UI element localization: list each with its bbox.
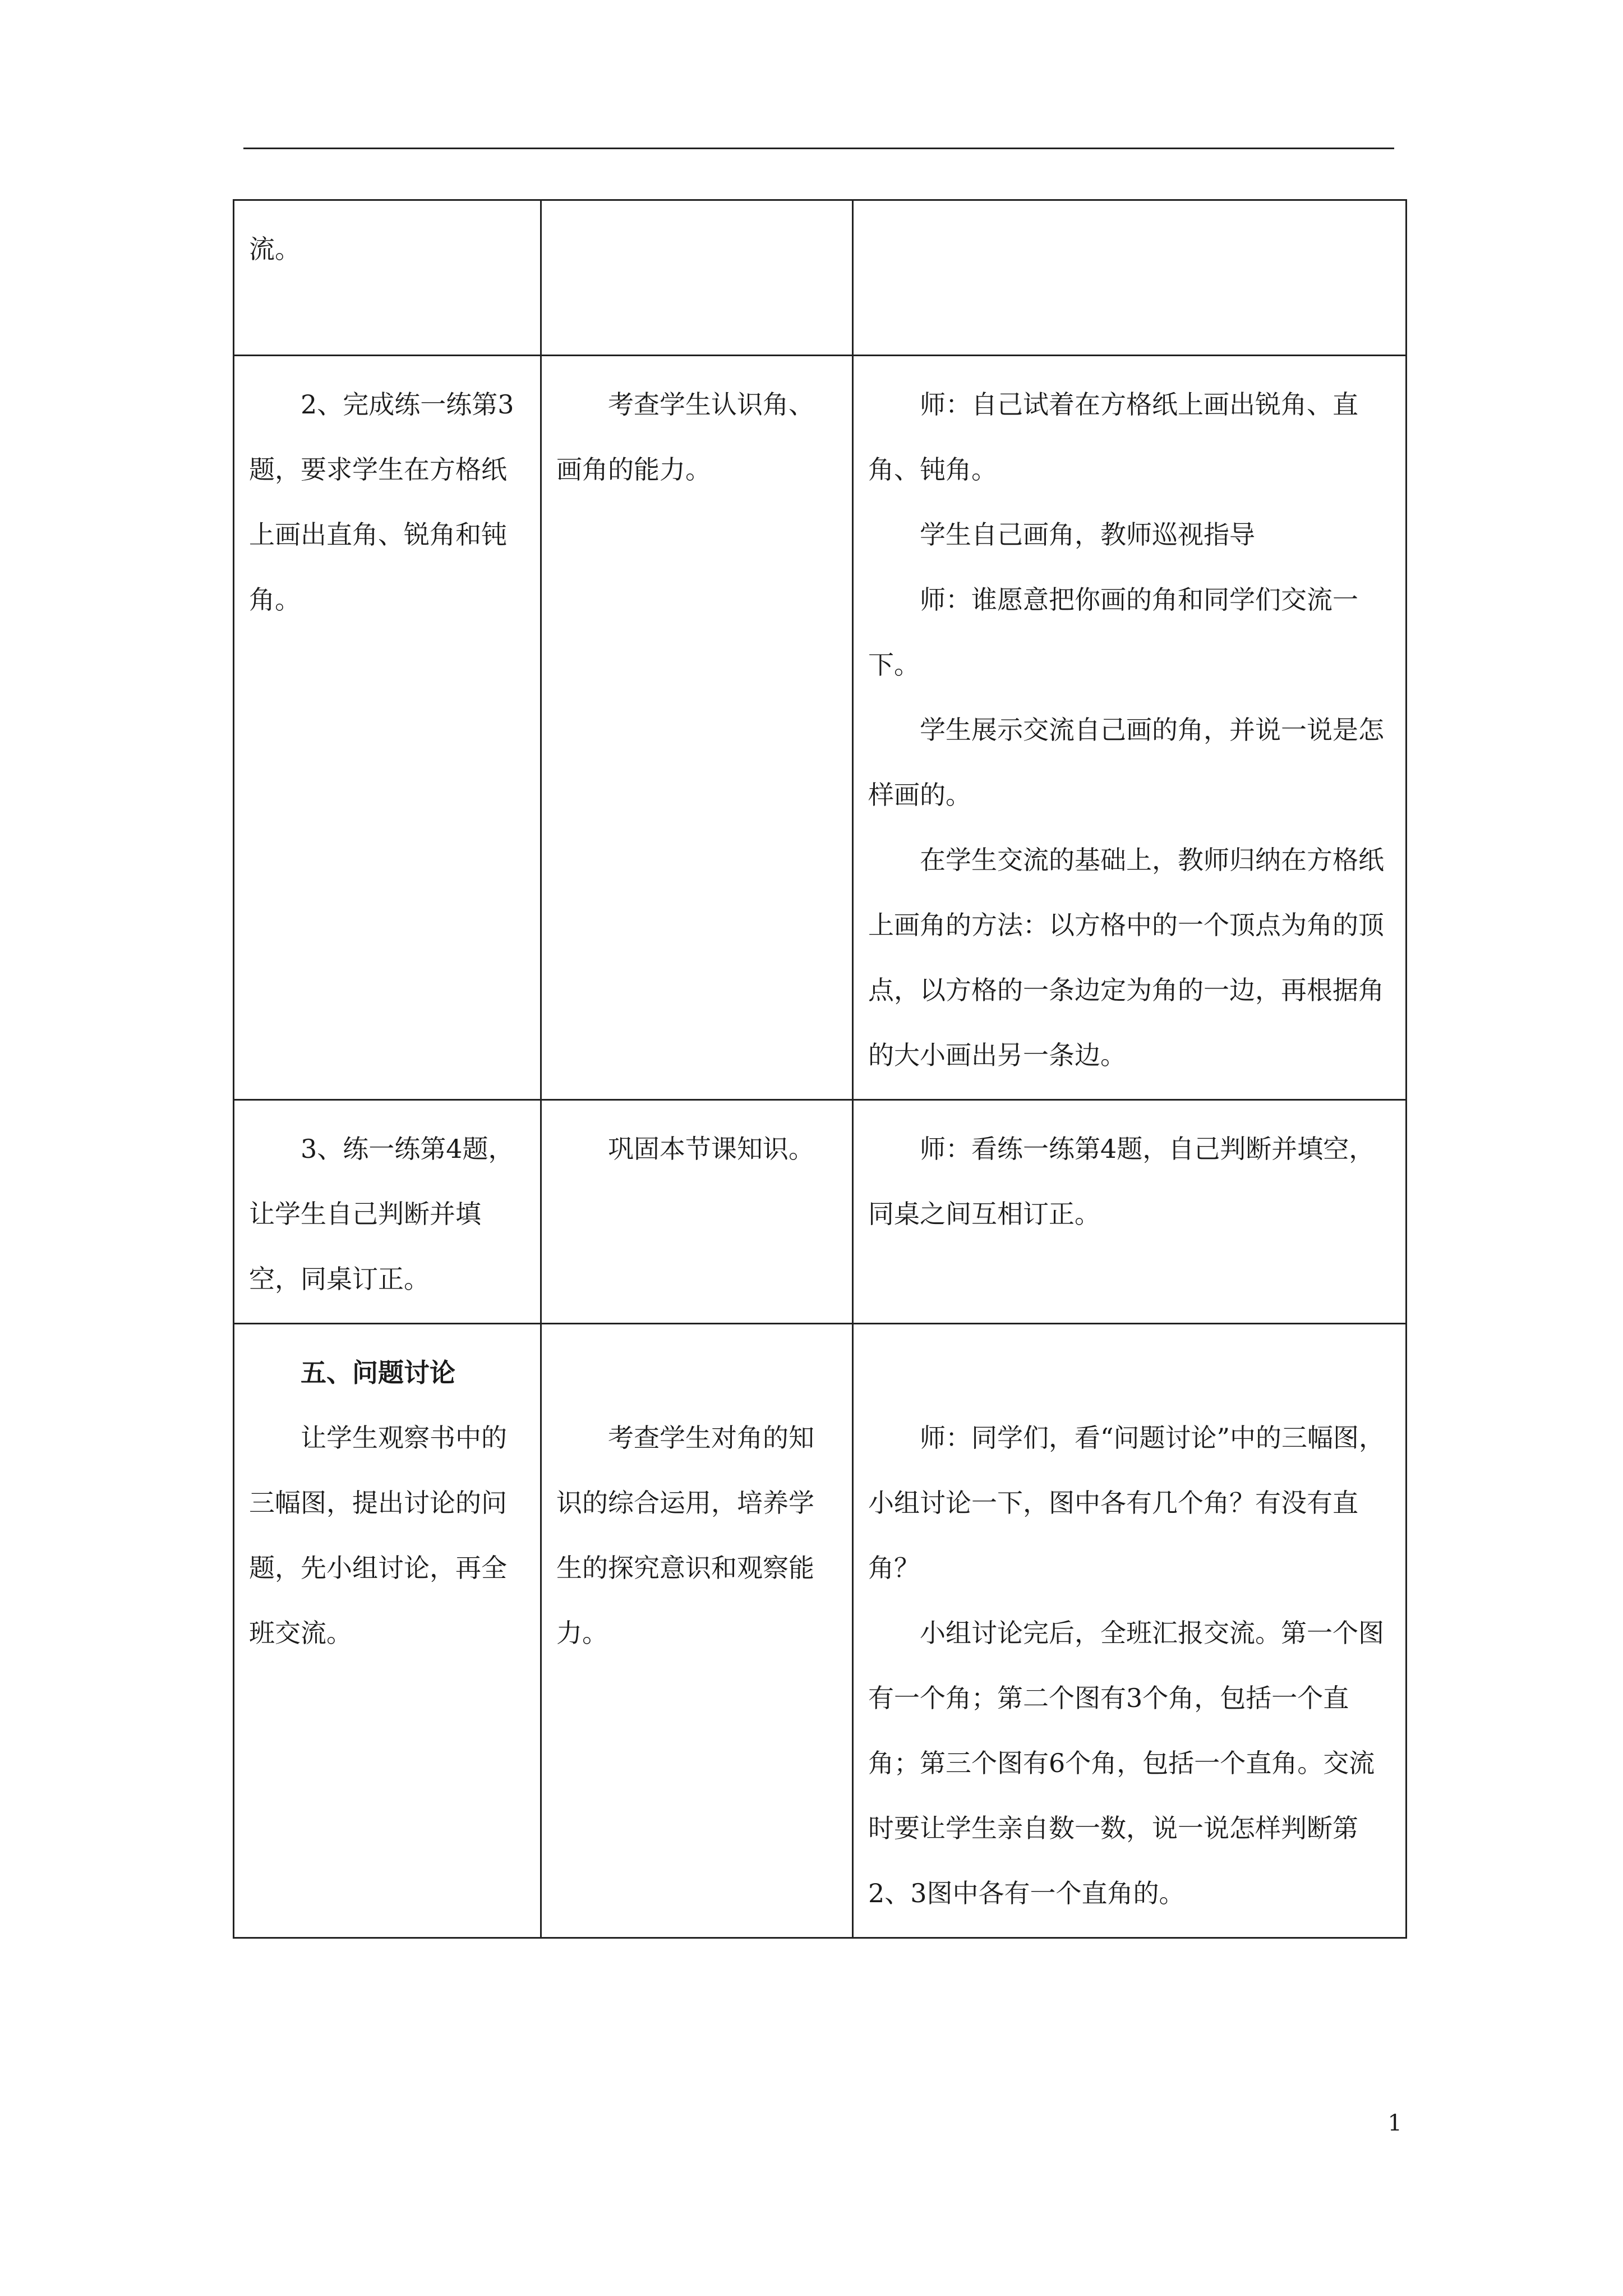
activity-cell [234,1100,541,1324]
process-cell [853,1100,1407,1324]
table-row [234,200,1407,356]
page-number: 1 [1387,2110,1402,2136]
process-paragraph: 小组讨论完后，全班汇报交流。第一个图有一个角；第二个图有3个角，包括一个直角；第三个图有6个角，包括一个直角。交流时要让学生亲自数一数，说一说怎样判断第2、3图中各有一个直角的。 [868,1618,1384,1908]
process-paragraph: 师：自己试着在方格纸上画出锐角、直角、钝角。 [868,389,1358,485]
purpose-cell [541,200,853,356]
activity-text: 3、练一练第4题，让学生自己判断并填空，同桌订正。 [249,1134,514,1294]
process-paragraph: 学生自己画角，教师巡视指导 [920,519,1255,550]
process-cell [853,1324,1407,1938]
purpose-cell [541,1324,853,1938]
process-cell [853,200,1407,356]
purpose-cell [541,356,853,1100]
header-rule [243,148,1394,149]
activity-text: 2、完成练一练第3题，要求学生在方格纸上画出直角、锐角和钝角。 [249,389,514,615]
process-paragraph: 师：同学们，看“问题讨论”中的三幅图，小组讨论一下，图中各有几个角？有没有直角？ [868,1423,1385,1583]
activity-text: 流。 [249,234,301,264]
process-paragraph: 师：看练一练第4题，自己判断并填空，同桌之间互相订正。 [868,1134,1375,1229]
activity-cell [234,1324,541,1938]
activity-cell [234,356,541,1100]
spacer [868,1340,1391,1405]
table-row [234,1100,1407,1324]
purpose-text: 考查学生认识角、画角的能力。 [556,389,814,485]
process-paragraph: 学生展示交流自己画的角，并说一说是怎样画的。 [868,715,1384,810]
spacer [556,1340,837,1405]
purpose-cell [541,1100,853,1324]
activity-cell [234,200,541,356]
process-paragraph: 在学生交流的基础上，教师归纳在方格纸上画角的方法：以方格中的一个顶点为角的顶点，以方格的一条边定为角的一边，再根据角的大小画出另一条边。 [868,845,1384,1070]
process-paragraph: 师：谁愿意把你画的角和同学们交流一下。 [868,585,1358,680]
lesson-plan-table [233,199,1407,1939]
process-cell [853,356,1407,1100]
activity-text: 让学生观察书中的三幅图，提出讨论的问题，先小组讨论，再全班交流。 [249,1423,507,1648]
table-row [234,1324,1407,1938]
purpose-text: 考查学生对角的知识的综合运用，培养学生的探究意识和观察能力。 [556,1423,814,1648]
section-heading: 五、问题讨论 [301,1358,455,1388]
purpose-text: 巩固本节课知识。 [608,1134,814,1164]
table-row [234,356,1407,1100]
